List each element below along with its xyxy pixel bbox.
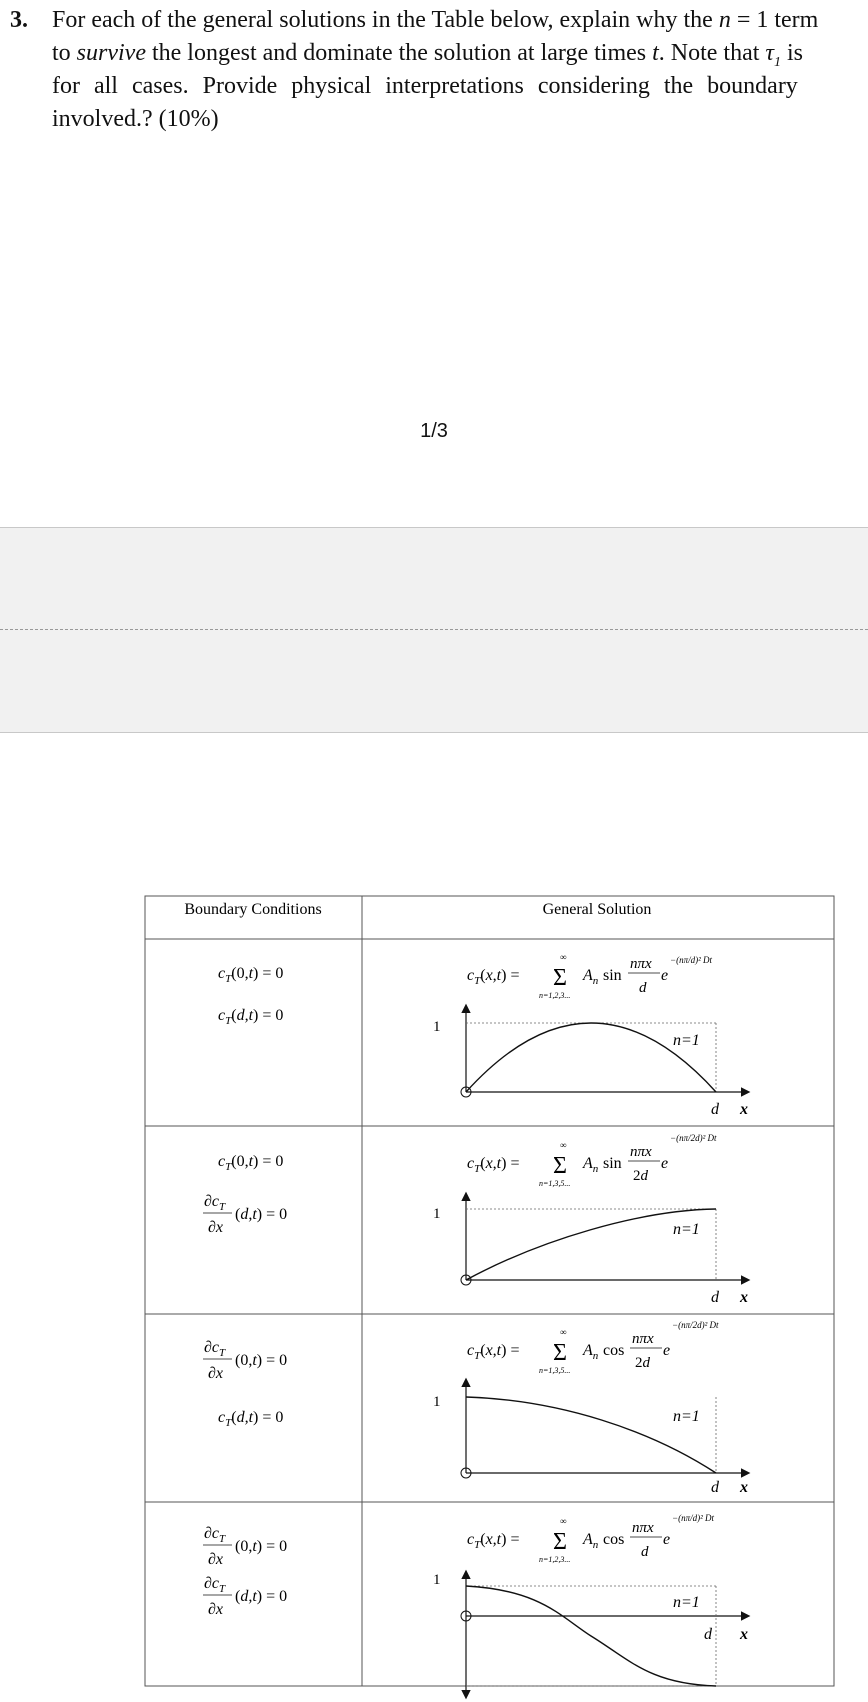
axis-label-d: d xyxy=(711,1479,719,1496)
svg-text:An: $A_n$ xyxy=(583,1531,599,1551)
formula xyxy=(467,1320,719,1375)
svg-text:∂x: ∂x xyxy=(208,1551,224,1568)
svg-text:(0,t) = 0: (0,t) = 0 xyxy=(235,1352,288,1369)
header-general-solution: General Solution xyxy=(542,901,652,918)
axis-label-one: 1 xyxy=(433,1019,441,1035)
formula xyxy=(467,1133,717,1188)
mode-label: n=1 xyxy=(673,1032,700,1049)
svg-text:cos: cos xyxy=(603,1342,625,1359)
question-line-1: For each of the general solutions in the Table below, explain why the n = 1 term xyxy=(52,7,819,33)
bc-right: $c_T(d,t) = 0$ xyxy=(218,1409,284,1429)
mode-plot xyxy=(433,1006,748,1118)
bc-right xyxy=(203,1193,287,1236)
svg-text:n=1,2,3...: n=1,2,3... xyxy=(539,1555,571,1564)
question-line-2: to survive the longest and dominate the solution at large times t. Note that $\tau_1$ is xyxy=(52,40,804,70)
svg-text:∂cT: $\partial c_T$ xyxy=(204,1575,226,1595)
table-row xyxy=(203,1513,748,1697)
axis-label-one: 1 xyxy=(433,1206,441,1222)
svg-text:Σ: Σ xyxy=(553,1529,567,1555)
table-row xyxy=(203,1133,748,1306)
mode-plot xyxy=(433,1572,748,1697)
svg-text:cos: cos xyxy=(603,1531,625,1548)
svg-text:(d,t) = 0: (d,t) = 0 xyxy=(235,1588,288,1605)
svg-text:∂cT: $\partial c_T$ xyxy=(204,1525,226,1545)
mode-label: n=1 xyxy=(673,1594,700,1611)
svg-text:(0,t) = 0: (0,t) = 0 xyxy=(235,1538,288,1555)
svg-text:−(nπ/2d)² Dt: −(nπ/2d)² Dt xyxy=(672,1320,719,1330)
svg-text:∂cT: $\partial c_T$ xyxy=(204,1339,226,1359)
formula xyxy=(467,1513,715,1564)
svg-text:nπx: nπx xyxy=(630,956,652,972)
svg-text:Σ: Σ xyxy=(553,1153,567,1179)
axis-label-x: x xyxy=(740,1289,748,1306)
svg-text:(d,t) = 0: (d,t) = 0 xyxy=(235,1206,288,1223)
table-row xyxy=(203,1320,748,1496)
axis-label-x: x xyxy=(740,1626,748,1643)
svg-text:An: $A_n$ xyxy=(583,967,599,987)
mode-label: n=1 xyxy=(673,1408,700,1425)
svg-text:∞: ∞ xyxy=(560,952,567,962)
mode-label: n=1 xyxy=(673,1221,700,1238)
bc-left xyxy=(203,1339,287,1382)
svg-text:sin: sin xyxy=(603,967,622,984)
axis-label-d: d xyxy=(711,1289,719,1306)
svg-text:Σ: Σ xyxy=(553,1340,567,1366)
table-row xyxy=(218,952,748,1118)
svg-text:∞: ∞ xyxy=(560,1516,567,1526)
bc-left: $c_T(0,t) = 0$ xyxy=(218,1153,284,1173)
svg-text:−(nπ/d)² Dt: −(nπ/d)² Dt xyxy=(670,955,713,965)
svg-text:∞: ∞ xyxy=(560,1327,567,1337)
axis-label-d: d xyxy=(711,1101,719,1118)
svg-text:An: $A_n$ xyxy=(583,1342,599,1362)
svg-text:e: e xyxy=(663,1342,671,1359)
mode-plot xyxy=(433,1380,748,1496)
bc-right: $c_T(d,t) = 0$ xyxy=(218,1007,284,1027)
axis-label-one: 1 xyxy=(433,1394,441,1410)
svg-text:e: e xyxy=(661,967,669,984)
svg-text:n=1,3,5...: n=1,3,5... xyxy=(539,1366,571,1375)
svg-text:n=1,2,3...: n=1,2,3... xyxy=(539,991,571,1000)
question-line-4: involved.? (10%) xyxy=(52,106,219,132)
svg-text:∂x: ∂x xyxy=(208,1365,224,1382)
question-line-3: for all cases. Provide physical interpretations considering the boundary xyxy=(52,73,798,99)
svg-text:∂x: ∂x xyxy=(208,1219,224,1236)
formula xyxy=(467,952,713,1000)
axis-label-x: x xyxy=(740,1101,748,1118)
svg-text:nπx: nπx xyxy=(632,1520,654,1536)
svg-text:n=1,3,5...: n=1,3,5... xyxy=(539,1179,571,1188)
svg-text:cT(x,t) =: $c_T(x,t)$ = xyxy=(467,967,520,987)
svg-text:nπx: nπx xyxy=(632,1331,654,1347)
svg-text:∂cT: $\partial c_T$ xyxy=(204,1193,226,1213)
svg-text:∞: ∞ xyxy=(560,1140,567,1150)
svg-text:cT(x,t) =: $c_T(x,t)$ = xyxy=(467,1155,520,1175)
svg-text:−(nπ/d)² Dt: −(nπ/d)² Dt xyxy=(672,1513,715,1523)
axis-label-one: 1 xyxy=(433,1572,441,1588)
mode-plot xyxy=(433,1194,748,1306)
svg-text:sin: sin xyxy=(603,1155,622,1172)
svg-text:2d: 2d xyxy=(633,1168,648,1184)
svg-text:2d: 2d xyxy=(635,1355,650,1371)
svg-text:cT(x,t) =: $c_T(x,t)$ = xyxy=(467,1531,520,1551)
svg-text:d: d xyxy=(639,980,647,996)
bc-left xyxy=(203,1525,287,1568)
svg-text:d: d xyxy=(641,1544,649,1560)
page-indicator: 1/3 xyxy=(420,420,448,442)
svg-text:Σ: Σ xyxy=(553,965,567,991)
question-number: 3. xyxy=(10,7,28,33)
svg-text:−(nπ/2d)² Dt: −(nπ/2d)² Dt xyxy=(670,1133,717,1143)
svg-text:e: e xyxy=(663,1531,671,1548)
svg-text:∂x: ∂x xyxy=(208,1601,224,1618)
axis-label-d: d xyxy=(704,1626,712,1643)
bc-right xyxy=(203,1575,287,1618)
mode-curve xyxy=(466,1209,716,1280)
bc-left: $c_T(0,t) = 0$ xyxy=(218,965,284,985)
header-boundary-conditions: Boundary Conditions xyxy=(184,901,322,918)
svg-text:nπx: nπx xyxy=(630,1144,652,1160)
svg-text:An: $A_n$ xyxy=(583,1155,599,1175)
svg-text:cT(x,t) =: $c_T(x,t)$ = xyxy=(467,1342,520,1362)
axis-label-x: x xyxy=(740,1479,748,1496)
svg-text:e: e xyxy=(661,1155,669,1172)
